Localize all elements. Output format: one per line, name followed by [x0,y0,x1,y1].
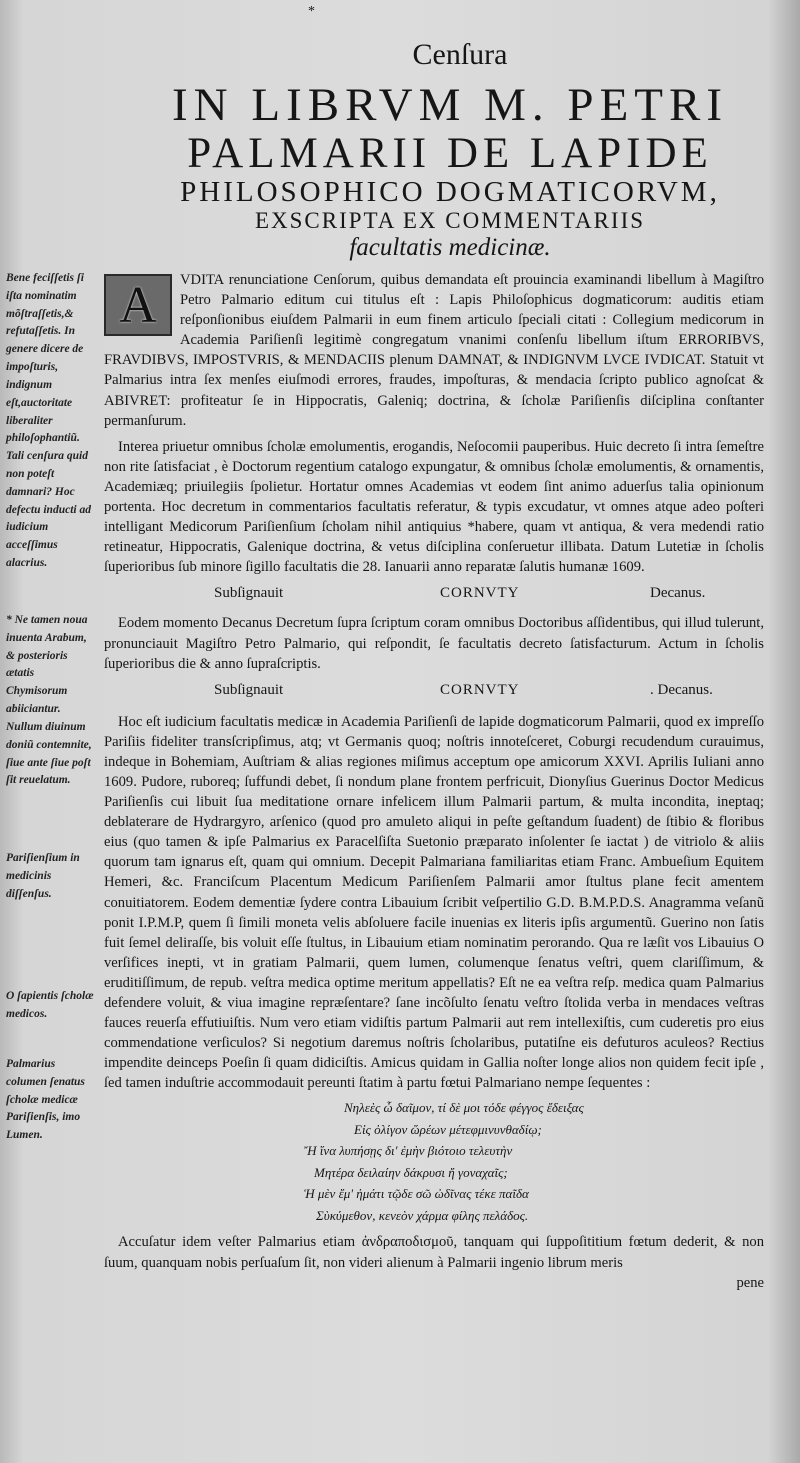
title-line-5: facultatis medicinæ. [349,234,551,261]
ornamental-initial: A [104,274,172,336]
greek-verse-2: Εἰς ὀλίγον ὥρέων μέτεφμινυνθαδίῳ; [354,1121,542,1137]
paragraph-commentary: Hoc eſt iudicium facultatis medicæ in Academia Pariſienſi de lapide dogmaticorum Palmarii, quod ex impreſſo Pariſiis fideliter transſcripſimus, atq; vt Germanis quoq; noſtris innoteſceret, Coburgi recudendum curauimus, indeque in Bohemiam, Auſtriam & alias regiones miſimus acceptum ope amicorum XXVI. Aprilis Iuliani anno 1609. Pudore, ruboreq; ſuffundi debet, ſi nondum plane frontem perfricuit, Dionyſius Guerinus Doctor Medicus Pariſienſis cui libuit ſua meditatione ornare infelicem illum Palmarii partum, & multa incondita, ineptaq; deblaterare de Hydrargyro, arſenico (quod pro amuleto aliqui in peſte geſtandum ſuadent) de ſtibio & floribus eius (quo tamen & ipſe Palmarius ex Paracelſiſta Suetonio præparato inſolenter ſe iactat ) de vitriolo & aliis quorum tam ignarus eſt, quam qui omnium. Decepit Palmariana familiaritas etiam Franc. Ambueſium Equitem Hemeri, &c. Franciſcum Placentum Medicum Pariſienſem Palmarii amor ſtultus plane fecit amentem conuitiatorem. Eodem dementiæ ſydere contra Libauium ſcribit veſpertilio G.D. B.M.P.D.S. Anagramma veſanũ ponit I.P.M.P, quem ſi ſimili moneta velis abſoluere facile inuenias ex literis ipſis argumentũ. Guerino non ſatis fuit ſemel deliraſſe, bis voluit eſſe ſtultus, in Libauium etiam nominatim perorando. Qua re læſit vos Libauius O verſifices inepti, vt in gratiam Palmarii, quem lumen, columenque ſenatus veſtri, quem clariſſimum, & eruditiſſimum, de repub. veſtra medica optime meritum appellatis? Eſt ne ea veſtra reſp. medica quam Palmarius defendere voluit, & viua imagine repræſentare? ſane incõſulto ſenatu veſtro ſtolida verba in mendaces veſtras fauces reuerſa effutiuiſtis. Num vero etiam vidiſtis partum Palmarii aut rem intellexiſtis, cum cuderetis pro eius commendatione verſiculos? Si negotium daremus noſtris ſcholaribus, putatiſne eis defuturos aculeos? Rectius impendite deinceps Poeſin ſi quam didiciſtis. Amicus quidam in Gallia noſter longe alios non quidem fecit ipſe , ſed tamen induſtrie accommodauit pereunti ſtatim à partu fœtui Palmariano nempe ſequentes : [104,713,764,1092]
title-line-1: IN LIBRVM M. PETRI [172,79,728,131]
signature-line-1 [104,585,764,607]
signature-name: CORNVTY [440,585,520,602]
catchword: pene [736,1274,764,1291]
greek-verse-4: Μητέρα δειλαίην δάκρυσι ἤ γοναχαῖς; [314,1164,508,1180]
paragraph-sanctions: Interea priuetur omnibus ſcholæ emolumentis, erogandis, Neſocomii pauperibus. Huic decreto ſi intra ſemeſtre non rite ſatisfaciat , è Doctorum regentium catalogo expungatur, & omnibus ſcholæ emolumentis, & ornamentis, Academiæq; priuilegiis ſpolietur. Hortatur omnes Academias vt eodem ſint animo aduerſus talia opinionum portenta. Hoc decretum in commentarios facultatis referatur, & typis excudatur, vt omnes atque adeo poſteri intelligant Medicorum Pariſienſium ſcholam nihil antiquius *habere, quam vt antiqua, & vera medendi ratio retineatur, Hippocratis, Galenique doctrina, & vetus diſciplina conſeruetur illibata. Datum Lutetiæ in ſcholis ſuperioribus ſub minore ſigillo facultatis die 28. Ianuarii anno reparatæ ſalutis humanæ 1609. [104,438,764,576]
title-line-4: EXSCRIPTA EX COMMENTARIIS [254,208,646,233]
margin-note-1: Bene feciſſetis ſi iſta nominatim mõſtraſſetis,& refutaſſetis. In genere dicere de impoſturis, indignum eſt,auctoritate liberaliter philoſophantiũ. Tali cenſura quid non poteſt damnari? Hoc defectu inducti ad iudicium acceſſimus alacrius. [6,272,91,569]
signature-label: Subſignauit [214,585,284,602]
margin-note-2: * Ne tamen noua inuenta Arabum, & posterioris ætatis Chymisorum abiiciantur. Nullum diuinum doniũ contemnite, ſiue ante ſiue poſt ſit reuelatum. [6,614,92,787]
paragraph-accusation: Accuſatur idem veſter Palmarius etiam ἀνδραποδισμοῦ, tanquam qui ſuppoſititium fœtum dederit, & non ſuum, quanquam nobis perſuaſum ſit, non videri alienum à Palmarii ingenio librum meris [104,1234,764,1271]
greek-verse-3: Ἤ ἵνα λυπήσῃς δι' ἐμὴν βιότοιο τελευτὴν [304,1143,513,1159]
margin-note-4: O ſapientis ſcholæ medicos. [6,990,94,1020]
paragraph-decree: VDITA renunciatione Cenſorum, quibus demandata eſt prouincia examinandi libellum à Magiſtro Petro Palmario editum cui titulus eſt : Lapis Philoſophicus dogmaticorum: auditis etiam reſponſionibus eiuſdem Palmarii in eum finem articulo ſpeciali citati : Collegium medicorum in Academia Pariſienſi legitimè congregatum vnanimi conſenſu libellum iſtum ERRORIBVS, FRAVDIBVS, IMPOSTVRIS, & MENDACIIS plenum DAMNAT, & INDIGNVM LVCE IVDICAT. Statuit vt Palmarius intra ſex menſes eiuſmodi errores, fraudes, impoſturas, & mendacia ſcripto publico agnoſcat & ABIVRET: profiteatur ſe in Hippocratis, Galeniq; doctrina, & ſcholæ Pariſienſis diſciplina conſtanter permanſurum. [104,272,764,429]
greek-verse-1: Νηλεὲς ὦ δαῖμον, τί δὲ μοι τόδε φέγγος ἔδειξας [344,1100,584,1116]
main-text [104,270,764,1292]
greek-verse-6: Σὺκύμεθον, κενεὸν χάρμα φίλης πελάδος. [316,1207,529,1223]
title-line-3: PHILOSOPHICO DOGMATICORVM, [180,176,720,208]
signature-title: . Decanus. [650,681,713,698]
page-mark: * [308,4,315,19]
margin-note-5: Palmarius columen ſenatus ſcholæ medicæ Pariſienſis, imo Lumen. [6,1058,85,1142]
signature-label: Subſignauit [214,681,284,698]
title-line-2: PALMARII DE LAPIDE [187,130,713,177]
running-head: Cenſura [412,38,508,71]
title-block [100,40,800,260]
signature-line-2 [104,682,764,704]
margin-note-3: Pariſienſium in medicinis diſſenſus. [6,852,80,900]
signature-title: Decanus. [650,585,706,602]
signature-name: CORNVTY [440,681,520,698]
greek-verses [104,1097,764,1226]
greek-verse-5: Ἡ μὲν ἔμ' ἡμάτι τῷδε σῶ ὠδῖνας τέκε παῖδα [304,1186,529,1202]
paragraph-pronouncement: Eodem momento Decanus Decretum ſupra ſcriptum coram omnibus Doctoribus aſſidentibus, qui illud tulerunt, pronunciauit Magiſtro Petro Palmario, qui reſpondit, ſe facultatis decreto ſatisfacturum. Actum in ſcholis ſuperioribus die & anno ſupraſcriptis. [104,615,764,672]
